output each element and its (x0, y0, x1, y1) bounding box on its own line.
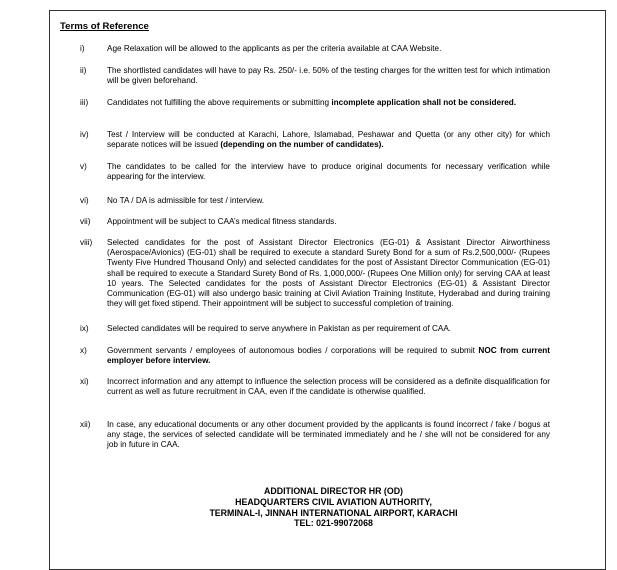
list-item-number: xi) (80, 377, 89, 386)
list-item-number: v) (80, 162, 87, 171)
footer-telephone: TEL: 021-99072068 (294, 518, 373, 529)
text-segment: The shortlisted candidates will have to pay Rs. 250/- i.e. 50% of the testing charges for the written test for which intimation will be given beforehand. (107, 66, 550, 86)
list-item (80, 98, 550, 108)
list-item-text (107, 346, 550, 366)
list-item (80, 346, 550, 366)
list-item-text (107, 66, 550, 86)
list-item (80, 420, 550, 451)
list-item-text (107, 420, 550, 451)
list-item-number: xii) (80, 420, 91, 429)
list-item-text (107, 324, 550, 334)
list-item-text (107, 238, 550, 309)
list-item (80, 324, 550, 334)
footer-organization: HEADQUARTERS CIVIL AVIATION AUTHORITY, (235, 496, 432, 507)
list-item-number: iv) (80, 130, 89, 139)
text-segment: Test / Interview will be conducted at Karachi, Lahore, Islamabad, Peshawar and Quetta (or any other city) for which separate notices will be issued (107, 130, 550, 150)
list-item-number: vii) (80, 217, 91, 226)
list-item (80, 377, 550, 397)
text-segment: Government servants / employees of autonomous bodies / corporations will be required to submit (107, 346, 479, 355)
list-item-number: i) (80, 44, 85, 53)
emphasized-text: NOC from current employer before interview. (107, 346, 550, 366)
text-segment: Selected candidates for the post of Assistant Director Electronics (EG-01) & Assistant Director Airworthiness (Aerospace/Avionics) (EG-01) shall be required to execute a standard Surety Bond for a sum of Rs.2,500,000/- (Rupees Twenty Five Hundred Thousand Only) and selected candidates for the post of Assistant Director Communication (EG-01) shall be required to execute a Standard Surety Bond of Rs. 1,000,000/- (Rupees One Million only) for serving CAA at least 10 years. The Selected candidates for the posts of Assistant Director Electronics (EG-01) & Assistant Director Communication (EG-01) will also undergo basic training at Civil Aviation Training Institute, Hyderabad and during training they will get fixed stipend. Their appointment will be subject to successful completion of training. (107, 238, 550, 309)
section-title: Terms of Reference (60, 21, 149, 32)
text-segment: Age Relaxation will be allowed to the applicants as per the criteria available at CAA Website. (107, 44, 442, 53)
text-segment: No TA / DA is admissible for test / interview. (107, 196, 265, 205)
list-item-number: x) (80, 346, 87, 355)
list-item-number: ii) (80, 66, 87, 75)
list-item-text (107, 98, 550, 108)
list-item-text (107, 217, 550, 227)
signature-block (60, 486, 607, 529)
text-segment: Candidates not fulfilling the above requirements or submitting (107, 98, 332, 107)
list-item-text (107, 162, 550, 182)
text-segment: Selected candidates will be required to serve anywhere in Pakistan as per requirement of CAA. (107, 324, 452, 333)
footer-designation: ADDITIONAL DIRECTOR HR (OD) (264, 486, 403, 496)
list-item (80, 217, 550, 227)
list-item-number: iii) (80, 98, 89, 107)
list-item-text (107, 377, 550, 397)
list-item (80, 162, 550, 182)
emphasized-text: (depending on the number of candidates). (220, 140, 384, 150)
list-item-text (107, 196, 550, 206)
text-segment: In case, any educational documents or any other document provided by the applicants is found incorrect / fake / bogus at any stage, the services of selected candidate will be terminated immediately and he / she will not be considered for any job in future in CAA. (107, 420, 550, 450)
list-item (80, 66, 550, 86)
list-item-text (107, 44, 550, 54)
list-item-number: vi) (80, 196, 89, 205)
text-segment: The candidates to be called for the interview have to produce original documents for necessary verification while appearing for the interview. (107, 162, 550, 182)
emphasized-text: incomplete application shall not be considered. (331, 98, 517, 107)
list-item (80, 196, 550, 206)
list-item-number: ix) (80, 324, 89, 333)
list-item (80, 44, 550, 54)
list-item (80, 238, 550, 309)
text-segment: Appointment will be subject to CAA’s medical fitness standards. (107, 217, 337, 226)
list-item (80, 130, 550, 150)
list-item-text (107, 130, 550, 150)
list-item-number: viii) (80, 238, 93, 247)
footer-address: TERMINAL-I, JINNAH INTERNATIONAL AIRPORT, KARACHI (209, 507, 458, 518)
text-segment: Incorrect information and any attempt to influence the selection process will be considered as a definite disqualification for current as well as future recruitment in CAA, even if the candidate is otherwise qualified. (107, 377, 550, 397)
